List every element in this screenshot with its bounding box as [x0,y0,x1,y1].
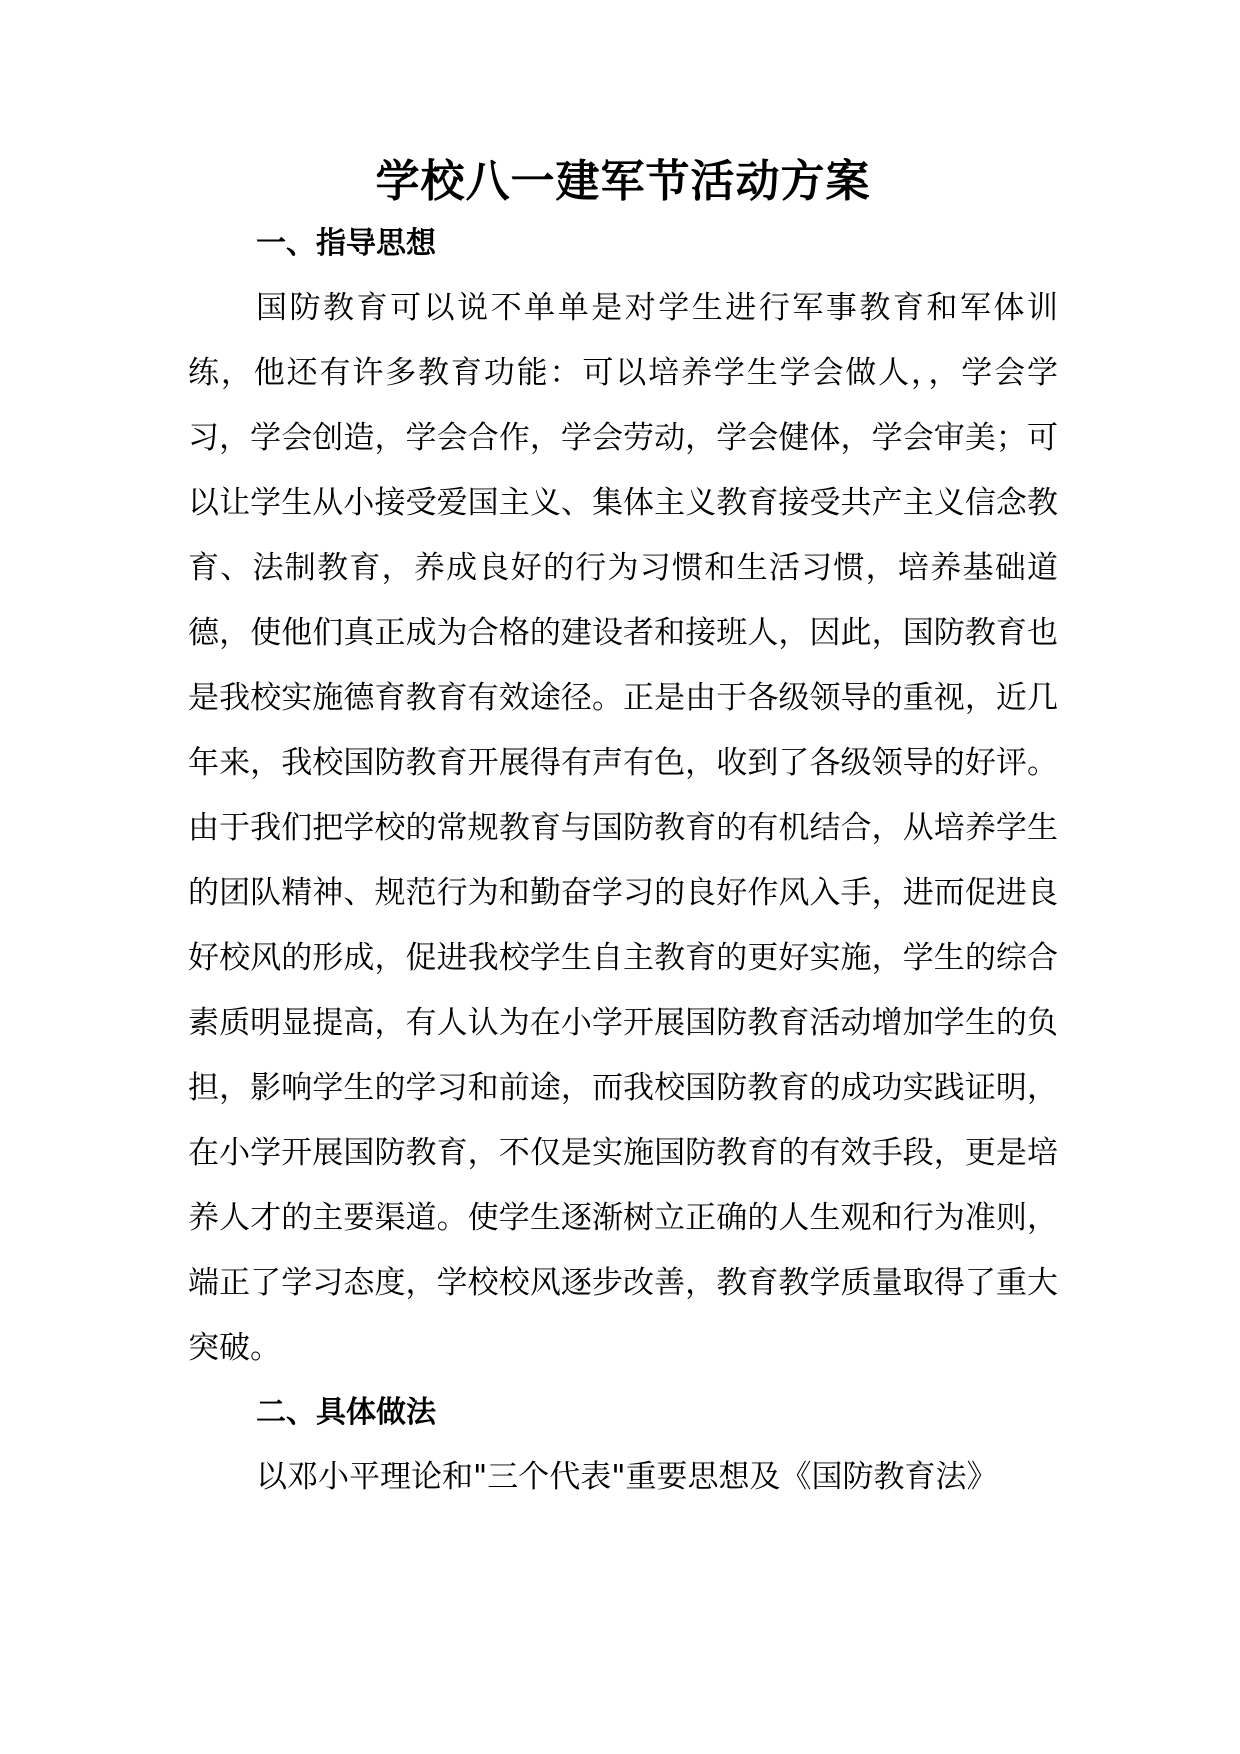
document-title: 学校八一建军节活动方案 [375,156,871,207]
paragraph-guiding-thought: 国防教育可以说不单单是对学生进行军事教育和军体训练，他还有许多教育功能：可以培养学生学会做人，，学会学习，学会创造，学会合作，学会劳动，学会健体，学会审美；可以让学生从小接受爱国主义、集体主义教育接受共产主义信念教育、法制教育，养成良好的行为习惯和生活习惯，培养基础道德，使他们真正成为合格的建设者和接班人，因此，国防教育也是我校实施德育教育有效途径。正是由于各级领导的重视，近几年来，我校国防教育开展得有声有色，收到了各级领导的好评。由于我们把学校的常规教育与国防教育的有机结合，从培养学生的团队精神、规范行为和勤奋学习的良好作风入手，进而促进良好校风的形成，促进我校学生自主教育的更好实施，学生的综合素质明显提高，有人认为在小学开展国防教育活动增加学生的负担，影响学生的学习和前途，而我校国防教育的成功实践证明，在小学开展国防教育，不仅是实施国防教育的有效手段，更是培养人才的主要渠道。使学生逐渐树立正确的人生观和行为准则，端正了学习态度，学校校风逐步改善，教育教学质量取得了重大突破。 [188,290,1058,1366]
document-page [188,150,1058,1510]
section-heading-specific-practice: 二、具体做法 [256,1395,436,1430]
section-heading-guiding-thought: 一、指导思想 [256,226,436,261]
paragraph-specific-practice: 以邓小平理论和"三个代表"重要思想及《国防教育法》 [256,1459,998,1495]
